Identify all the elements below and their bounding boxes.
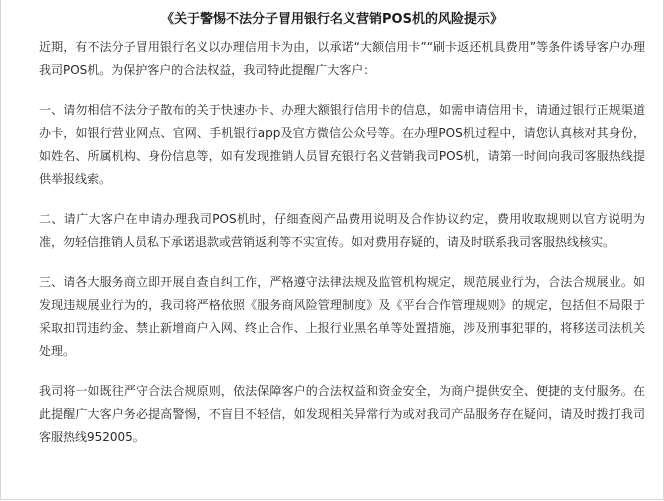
document-body (39, 36, 645, 466)
paragraph-intro: 近期，有不法分子冒用银行名义以办理信用卡为由，以承诺“大额信用卡”“刷卡返还机具费用”等条件诱导客户办理我司POS机。为保护客户的合法权益，我司特此提醒广大客户： (39, 40, 645, 77)
document-title: 《关于警惕不法分子冒用银行名义营销POS机的风险提示》 (161, 12, 503, 27)
paragraph-point-1: 一、请勿相信不法分子散布的关于快速办卡、办理大额银行信用卡的信息，如需申请信用卡，请通过银行正规渠道办卡，如银行营业网点、官网、手机银行app及官方微信公众号等。在办理POS机过程中，请您认真核对其身份，如姓名、所属机构、身份信息等，如有发现推销人员冒充银行名义营销我司POS机，请第一时间向我司客服热线提供举报线索。 (39, 103, 645, 186)
paragraph-closing: 我司将一如既往严守合法合规原则，依法保障客户的合法权益和资金安全，为商户提供安全、便捷的支付服务。在此提醒广大客户务必提高警惕，不盲目不轻信，如发现相关异常行为或对我司产品服务存在疑问，请及时拨打我司客服热线952005。 (39, 384, 645, 444)
paragraph-point-3: 三、请各大服务商立即开展自查自纠工作，严格遵守法律法规及监管机构规定，规范展业行为，合法合规展业。如发现违规展业行为的，我司将严格依照《服务商风险管理制度》及《平台合作管理规则》的规定，包括但不局限于采取扣罚违约金、禁止新增商户入网、终止合作、上报行业黑名单等处置措施，涉及刑事犯罪的，将移送司法机关处理。 (39, 275, 645, 358)
paragraph-point-2: 二、请广大客户在申请办理我司POS机时，仔细查阅产品费用说明及合作协议约定，费用收取规则以官方说明为准，勿轻信推销人员私下承诺退款或营销返利等不实宣传。如对费用存疑的，请及时联系我司客服热线核实。 (39, 212, 645, 249)
